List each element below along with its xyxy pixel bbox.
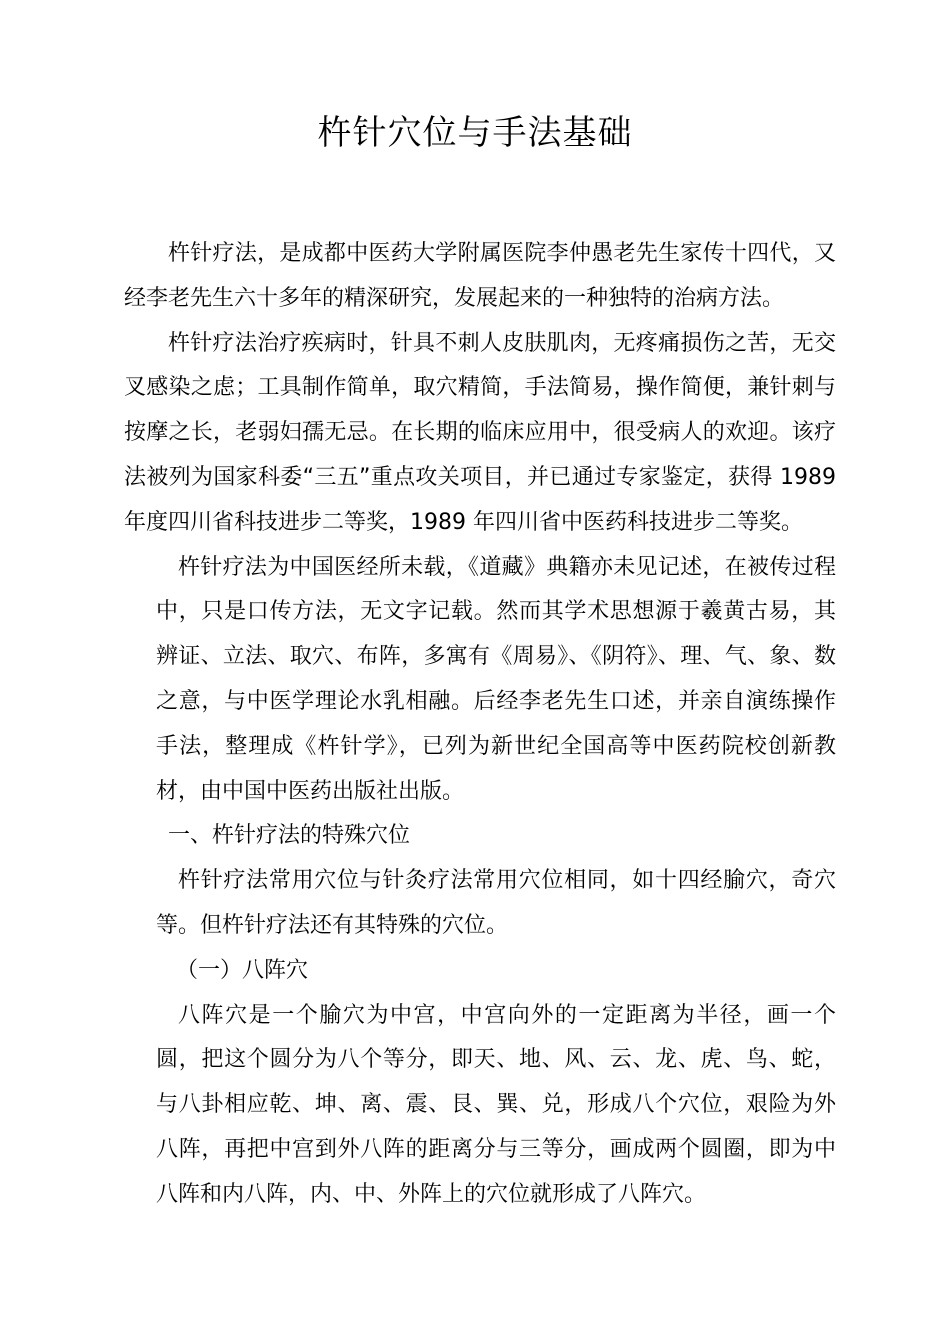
paragraph-advantages: 杵针疗法治疗疾病时，针具不刺人皮肤肌肉，无疼痛损伤之苦，无交叉感染之虑；工具制作简单，取穴精简，手法简易，操作简便，兼针刺与按摩之长，老弱妇孺无忌。在长期的临床应用中，很受病人的欢迎。该疗法被列为国家科委“三五”重点攻关项目，并已通过专家鉴定，获得 1989 年度四川省科技进步二等奖，1989 年四川省中医药科技进步二等奖。 <box>124 330 836 535</box>
subsection-heading-bazhen: （一）八阵穴 <box>176 957 309 983</box>
document-title: 杵针穴位与手法基础 <box>317 113 633 153</box>
document-body <box>124 232 836 1218</box>
paragraph-origin: 杵针疗法为中国医经所未载，《道藏》典籍亦未见记述，在被传过程中，只是口传方法，无文字记载。然而其学术思想源于羲黄古易，其辨证、立法、取穴、布阵，多寓有《周易》、《阴符》、理、气、象、数之意，与中医学理论水乳相融。后经李老先生口述，并亲自演练操作手法，整理成《杵针学》，已列为新世纪全国高等中医药院校创新教材，由中国中医药出版社出版。 <box>156 554 836 804</box>
paragraph-common-points: 杵针疗法常用穴位与针灸疗法常用穴位相同，如十四经腧穴，奇穴等。但杵针疗法还有其特殊的穴位。 <box>156 868 836 938</box>
paragraph-bazhen: 八阵穴是一个腧穴为中宫，中宫向外的一定距离为半径，画一个圆，把这个圆分为八个等分，即天、地、风、云、龙、虎、鸟、蛇，与八卦相应乾、坤、离、震、艮、巽、兑，形成八个穴位，艰险为外八阵，再把中宫到外八阵的距离分与三等分，画成两个圆圈，即为中八阵和内八阵，内、中、外阵上的穴位就形成了八阵穴。 <box>156 1002 836 1207</box>
section-heading-special-points: 一、杵针疗法的特殊穴位 <box>168 823 411 849</box>
paragraph-intro: 杵针疗法，是成都中医药大学附属医院李仲愚老先生家传十四代，又经李老先生六十多年的精深研究，发展起来的一种独特的治病方法。 <box>124 241 836 311</box>
